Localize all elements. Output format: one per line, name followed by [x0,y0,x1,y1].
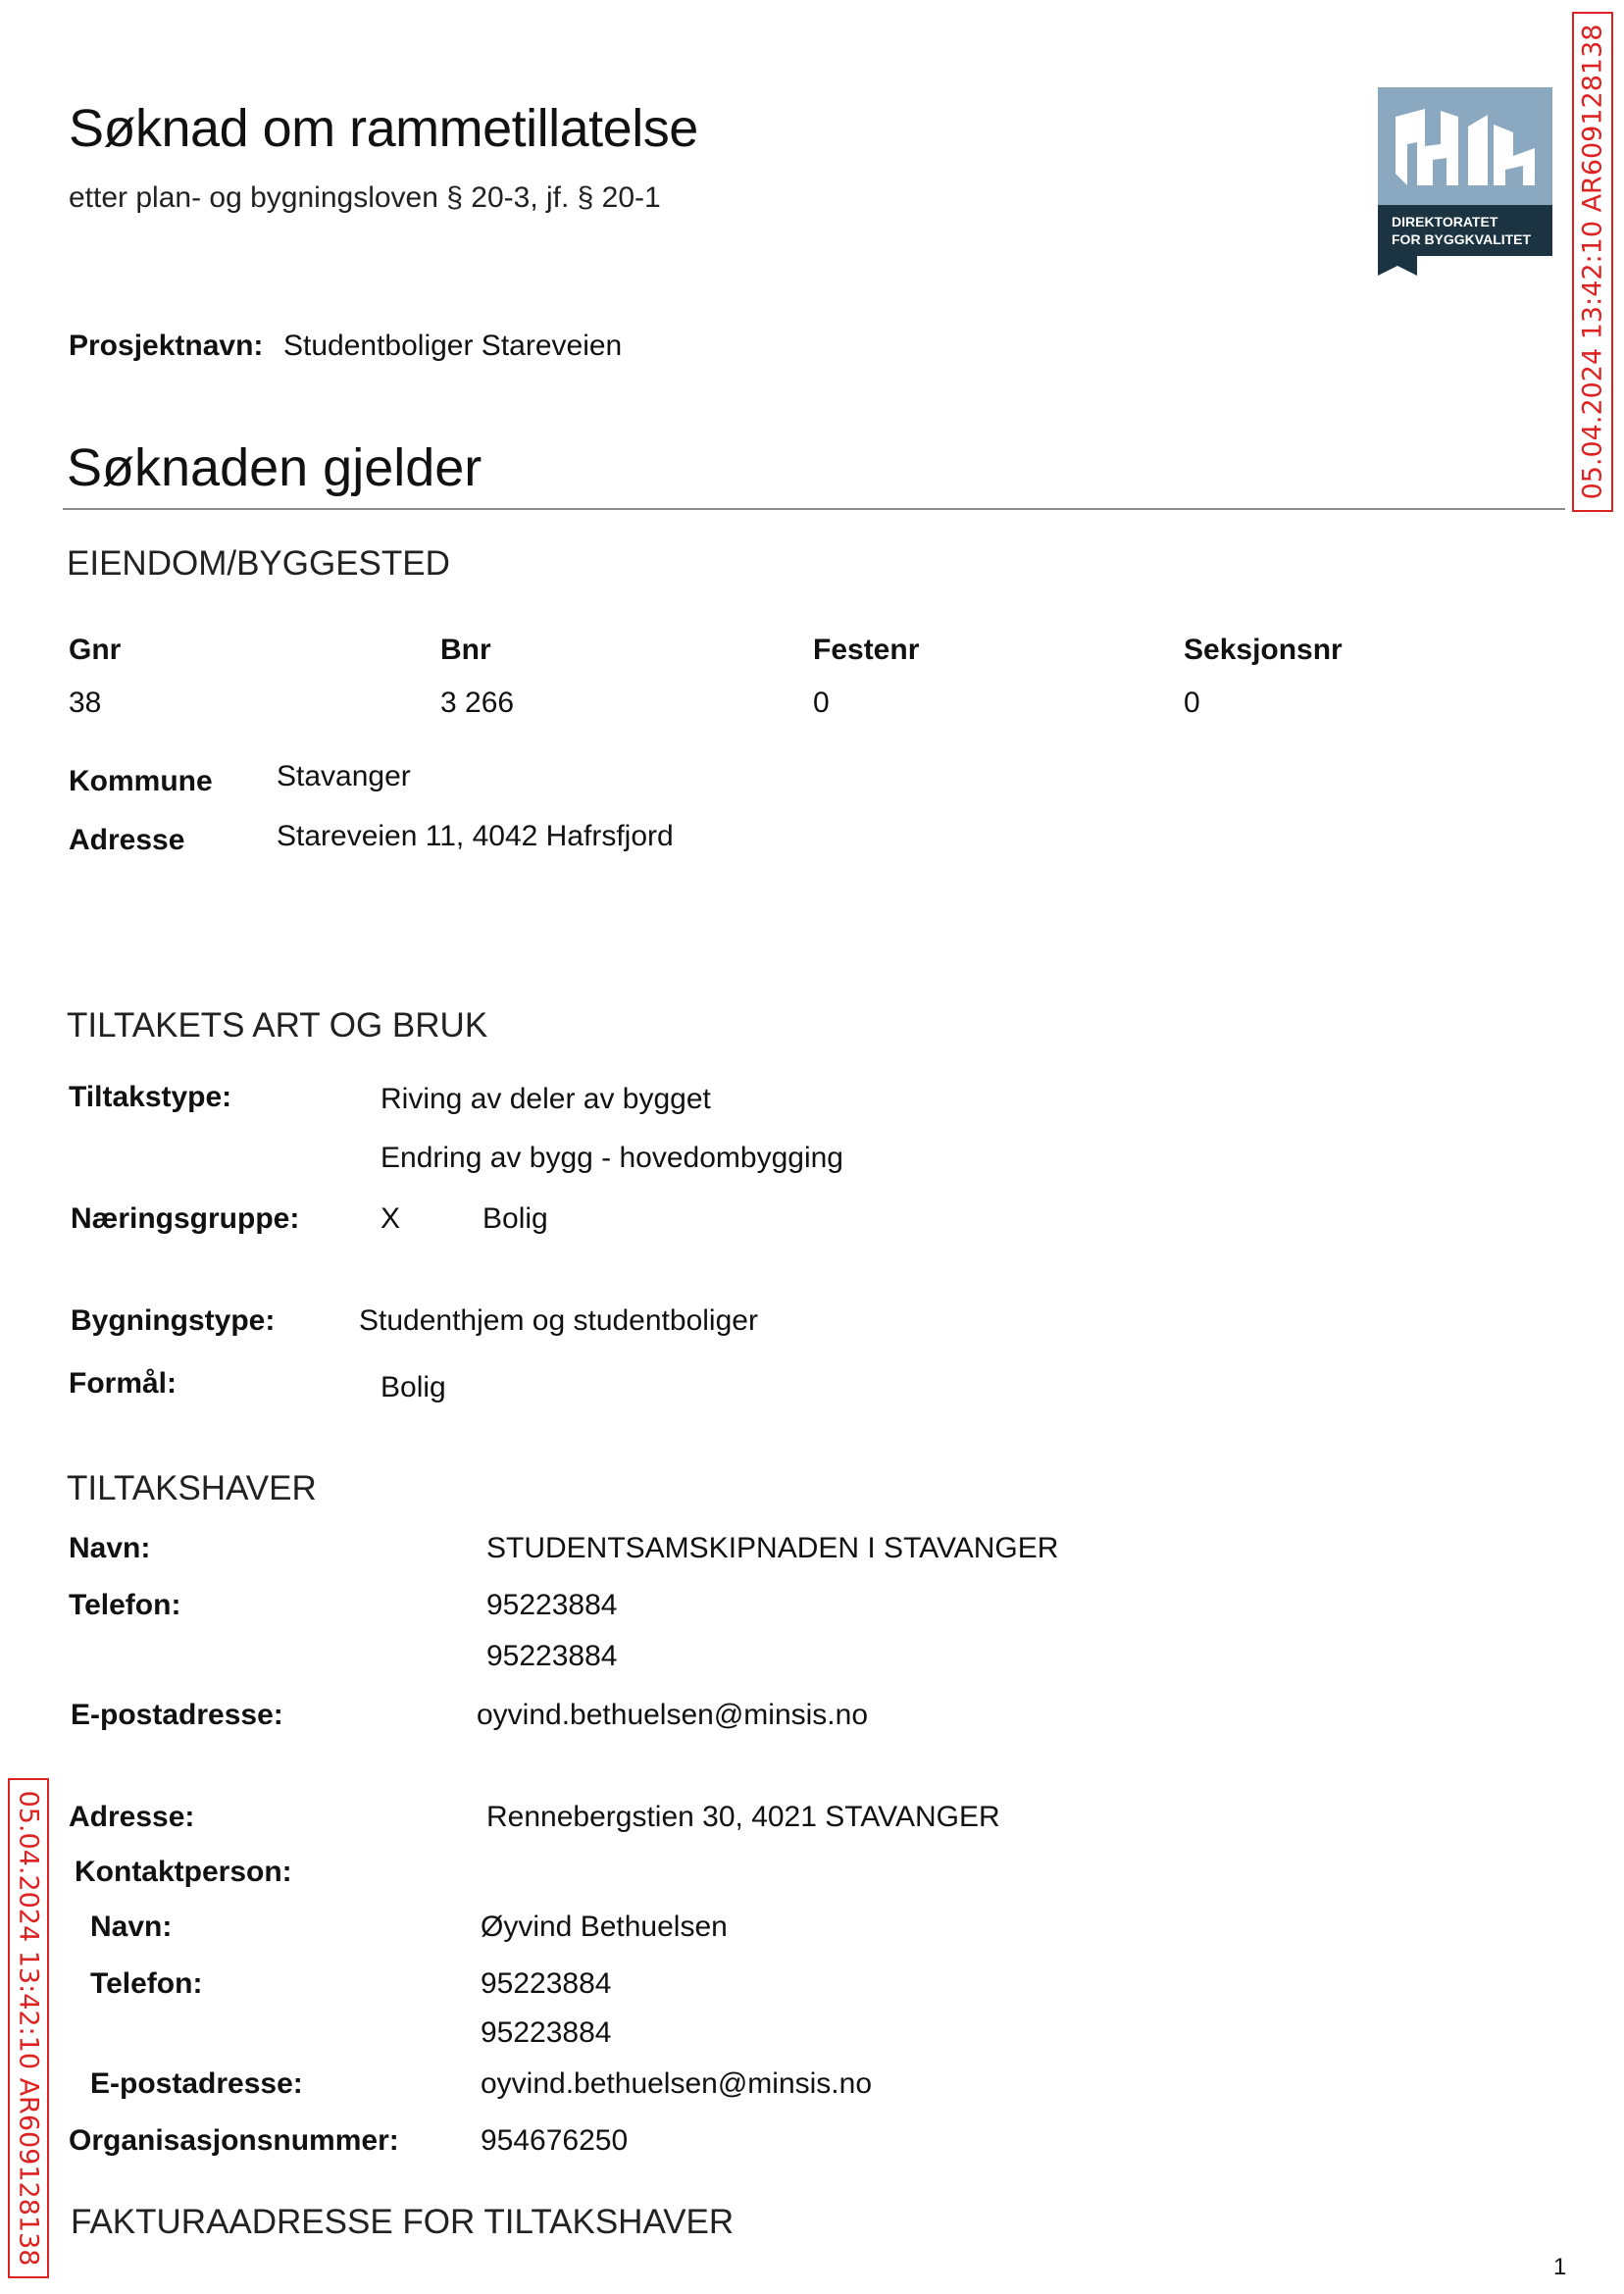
gnr-value: 38 [69,687,102,719]
heading-divider [63,508,1565,510]
section-tiltakshaver-title: TILTAKSHAVER [67,1469,317,1507]
kontakt-navn-value: Øyvind Bethuelsen [481,1911,728,1943]
kontakt-telefon-label: Telefon: [90,1967,203,2000]
seksjonsnr-value: 0 [1184,687,1200,719]
adresse-label: Adresse [69,824,185,856]
tiltakshaver-telefon-label: Telefon: [69,1589,181,1621]
formaal-value: Bolig [381,1371,446,1403]
date-stamp-text: 05.04.2024 13:42:10 AR609128138 [1577,24,1608,500]
tiltakshaver-telefon-value-1: 95223884 [486,1589,618,1621]
bygningstype-value: Studenthjem og studentboliger [359,1304,758,1337]
bnr-value: 3 266 [440,687,515,719]
kommune-value: Stavanger [277,760,411,792]
date-stamp-side [8,1778,49,2278]
tiltakshaver-adresse-value: Rennebergstien 30, 4021 STAVANGER [486,1801,1000,1833]
section-faktura-title: FAKTURAADRESSE FOR TILTAKSHAVER [71,2203,735,2241]
date-stamp-text: 05.04.2024 13:42:10 AR609128138 [13,1790,44,2267]
tiltakstype-label: Tiltakstype: [69,1081,232,1113]
tiltakshaver-adresse-label: Adresse: [69,1801,195,1833]
date-stamp-top [1572,12,1613,512]
tiltakshaver-epost-value: oyvind.bethuelsen@minsis.no [477,1699,869,1731]
main-heading: Søknaden gjelder [67,438,482,497]
tiltakshaver-navn-label: Navn: [69,1532,151,1564]
kontakt-navn-label: Navn: [90,1911,173,1943]
naeringsgruppe-value: Bolig [482,1202,548,1235]
page-number: 1 [1553,2254,1567,2280]
project-value: Studentboliger Stareveien [283,330,623,362]
logo-text-line1: DIREKTORATET [1392,214,1498,229]
orgnr-value: 954676250 [481,2124,629,2157]
tiltakshaver-epost-label: E-postadresse: [71,1699,283,1731]
festenr-value: 0 [813,687,830,719]
tiltakshaver-navn-value: STUDENTSAMSKIPNADEN I STAVANGER [486,1532,1059,1564]
section-tiltak-title: TILTAKETS ART OG BRUK [67,1006,488,1045]
bygningstype-label: Bygningstype: [71,1304,276,1337]
section-eiendom-title: EIENDOM/BYGGESTED [67,544,450,583]
tiltakstype-value-1: Riving av deler av bygget [381,1083,711,1115]
tiltakstype-value-2: Endring av bygg - hovedombygging [381,1142,843,1174]
kommune-label: Kommune [69,765,213,797]
adresse-value: Stareveien 11, 4042 Hafrsfjord [277,820,674,852]
col-seksjonsnr-label: Seksjonsnr [1184,634,1343,666]
naeringsgruppe-label: Næringsgruppe: [71,1202,300,1235]
orgnr-label: Organisasjonsnummer: [69,2124,399,2157]
kontakt-epost-label: E-postadresse: [90,2067,303,2100]
tiltakshaver-telefon-value-2: 95223884 [486,1640,618,1672]
col-bnr-label: Bnr [440,634,491,666]
kontakt-epost-value: oyvind.bethuelsen@minsis.no [481,2067,873,2100]
col-gnr-label: Gnr [69,634,122,666]
page-subtitle: etter plan- og bygningsloven § 20-3, jf. § 20-1 [69,181,661,214]
naeringsgruppe-code: X [381,1202,401,1235]
logo-text-line2: FOR BYGGKVALITET [1392,231,1532,247]
col-festenr-label: Festenr [813,634,920,666]
dibk-logo [1378,87,1552,276]
project-label: Prosjektnavn: [69,330,264,362]
kontakt-telefon-value-1: 95223884 [481,1967,612,2000]
formaal-label: Formål: [69,1367,178,1400]
kontakt-telefon-value-2: 95223884 [481,2016,612,2049]
kontaktperson-label: Kontaktperson: [75,1856,292,1888]
page-title: Søknad om rammetillatelse [69,99,698,158]
